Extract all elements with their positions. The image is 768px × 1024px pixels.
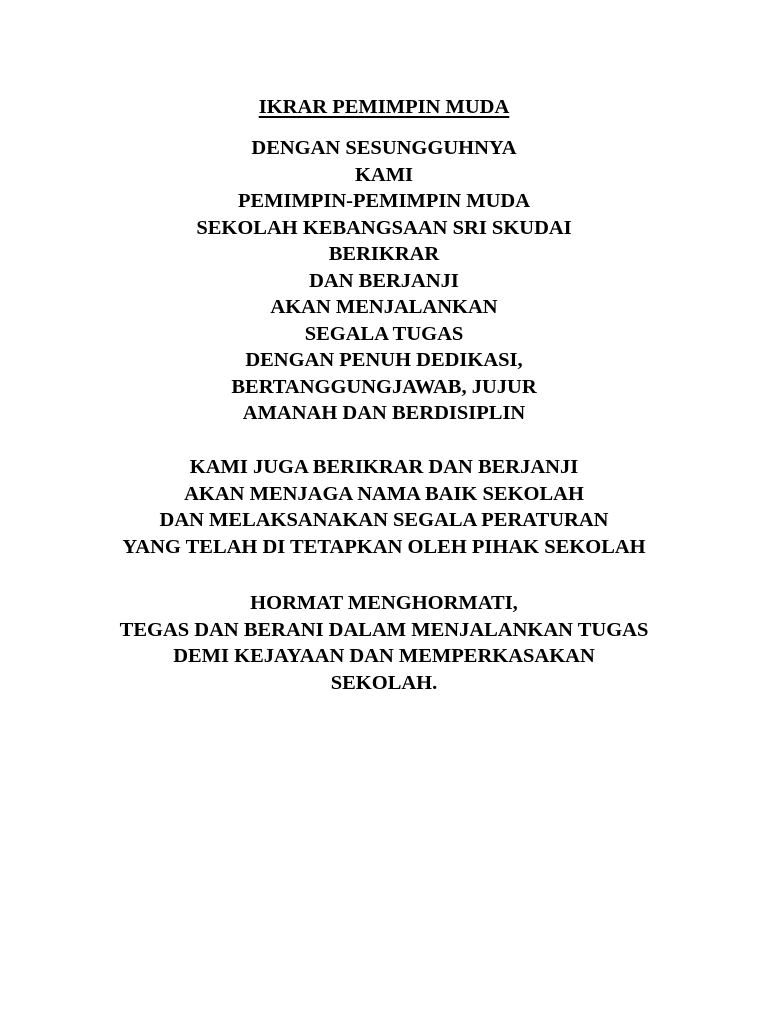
stanza-line: SEKOLAH KEBANGSAAN SRI SKUDAI bbox=[196, 216, 572, 239]
stanza-line: YANG TELAH DI TETAPKAN OLEH PIHAK SEKOLAH bbox=[122, 535, 646, 558]
stanza-line: TEGAS DAN BERANI DALAM MENJALANKAN TUGAS bbox=[119, 618, 649, 641]
stanza-line: PEMIMPIN-PEMIMPIN MUDA bbox=[237, 190, 531, 212]
document-title: IKRAR PEMIMPIN MUDA bbox=[258, 96, 510, 118]
stanza-line: KAMI bbox=[354, 163, 414, 186]
pledge-stanza-2 bbox=[0, 454, 768, 560]
stanza-line: AKAN MENJALANKAN bbox=[270, 296, 498, 318]
stanza-line: DAN BERJANJI bbox=[309, 269, 459, 292]
stanza-line: AMANAH DAN BERDISIPLIN bbox=[242, 402, 526, 424]
stanza-line: DENGAN SESUNGGUHNYA bbox=[251, 137, 517, 159]
pledge-stanza-3 bbox=[0, 590, 768, 696]
stanza-line: BERTANGGUNGJAWAB, JUJUR bbox=[231, 375, 537, 398]
stanza-line: KAMI JUGA BERIKRAR DAN BERJANJI bbox=[189, 456, 579, 478]
stanza-line: SEKOLAH. bbox=[330, 671, 438, 694]
stanza-line: HORMAT MENGHORMATI, bbox=[250, 592, 518, 614]
stanza-line: AKAN MENJAGA NAMA BAIK SEKOLAH bbox=[184, 482, 584, 505]
stanza-line: SEGALA TUGAS bbox=[304, 322, 464, 345]
stanza-line: BERIKRAR bbox=[328, 243, 440, 265]
stanza-line: DAN MELAKSANAKAN SEGALA PERATURAN bbox=[159, 509, 609, 531]
stanza-line: DEMI KEJAYAAN DAN MEMPERKASAKAN bbox=[173, 645, 595, 667]
pledge-stanza-1 bbox=[0, 135, 768, 427]
stanza-line: DENGAN PENUH DEDIKASI, bbox=[245, 349, 523, 371]
